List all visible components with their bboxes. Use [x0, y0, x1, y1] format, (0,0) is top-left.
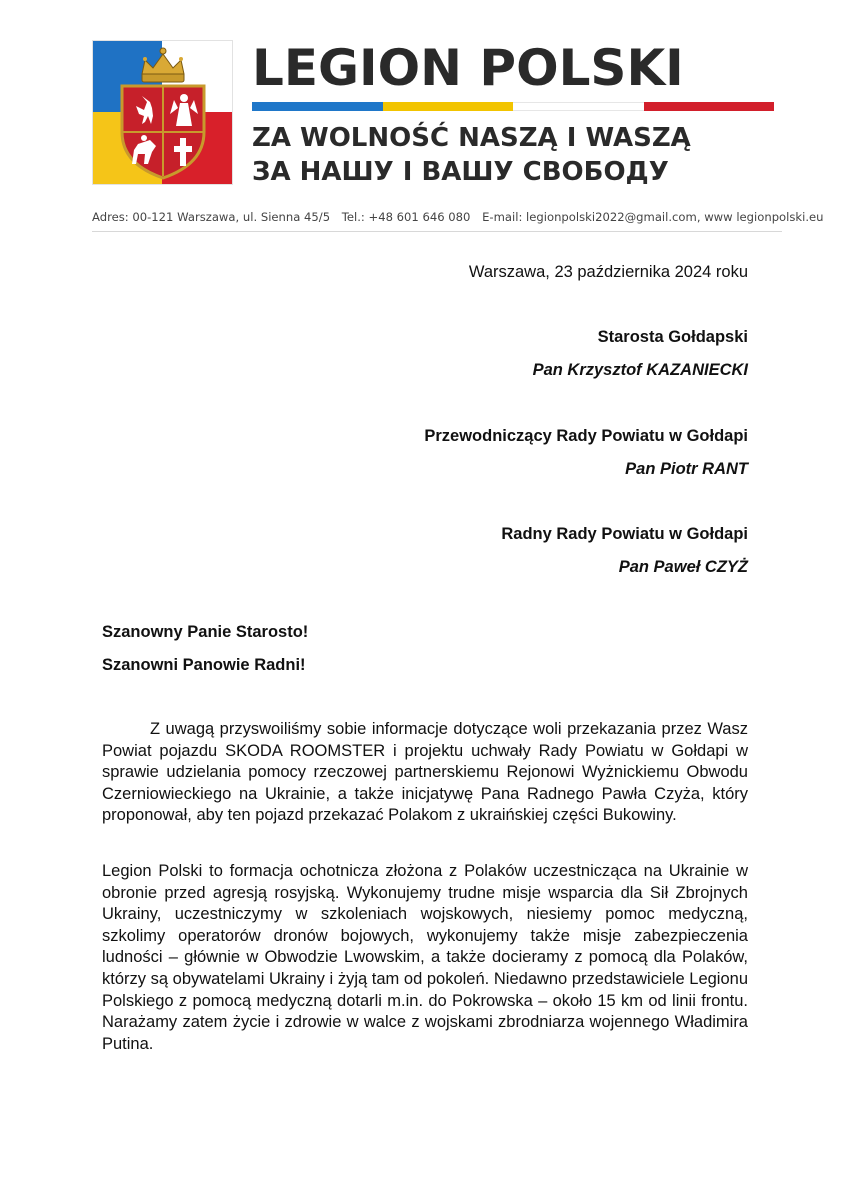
- stripe-white: [513, 102, 644, 111]
- salutation-2: Szanowni Panowie Radni!: [102, 656, 306, 674]
- flag-color-stripes: [252, 102, 774, 111]
- header-divider: [92, 231, 782, 232]
- salutation-1: Szanowny Panie Starosto!: [102, 623, 309, 641]
- legion-polski-logo: [92, 40, 233, 185]
- stripe-red: [644, 102, 775, 111]
- recipient-3-name: Pan Paweł CZYŻ: [618, 558, 748, 576]
- slogan-polish: ZA WOLNOŚĆ NASZĄ I WASZĄ: [252, 123, 691, 153]
- letter-date: Warszawa, 23 października 2024 roku: [468, 263, 748, 281]
- stripe-yellow: [383, 102, 514, 111]
- recipient-1-name: Pan Krzysztof KAZANIECKI: [532, 361, 748, 379]
- body-paragraph-2: Legion Polski to formacja ochotnicza złożona z Polaków uczestnicząca na Ukrainie w obronie przed agresją rosyjską. Wykonujemy trudne misje wsparcia dla Sił Zbrojnych Ukrainy, uczestniczymy w szkoleniach wojskowych, niesiemy pomoc medyczną, szkolimy operatorów dronów bojowych, wykonujemy także misje zabezpieczenia ludności – głównie w Obwodzie Lwowskim, a także docieramy z pomocą dla Polaków, którzy są obywatelami Ukrainy i żyją tam od pokoleń. Niedawno przedstawiciele Legionu Polskiego z pomocą medyczną dotarli m.in. do Pokrowska – około 15 km od linii frontu. Narażamy zatem życie i zdrowie w walce z wojskami zbrodniarza wojennego Władimira Putina.: [102, 862, 748, 1053]
- brand-title: LEGION POLSKI: [252, 39, 684, 97]
- contact-line: [92, 210, 824, 224]
- contact-phone: Tel.: +48 601 646 080: [341, 210, 471, 224]
- recipient-2-name: Pan Piotr RANT: [625, 460, 748, 478]
- contact-email-web: E-mail: legionpolski2022@gmail.com, www legionpolski.eu: [482, 210, 824, 224]
- stripe-blue: [252, 102, 383, 111]
- slogan-ukrainian: ЗА НАШУ І ВАШУ СВОБОДУ: [252, 157, 669, 187]
- body-paragraph-1: Z uwagą przyswoiliśmy sobie informacje dotyczące woli przekazania przez Wasz Powiat pojazdu SKODA ROOMSTER i projektu uchwały Rady Powiatu w Gołdapi w sprawie udzielania pomocy rzeczowej partnerskiemu Rejonowi Wyżnickiemu Obwodu Czerniowieckiego na Ukrainie, a także inicjatywę Pana Radnego Pawła Czyża, który proponował, aby ten pojazd przekazać Polakom z ukraińskiej części Bukowiny.: [102, 720, 748, 825]
- recipient-1-position: Starosta Gołdapski: [597, 328, 748, 346]
- recipient-2-position: Przewodniczący Rady Powiatu w Gołdapi: [424, 427, 748, 445]
- coat-of-arms-emblem-icon: [92, 40, 233, 185]
- contact-address: Adres: 00-121 Warszawa, ul. Sienna 45/5: [92, 210, 331, 224]
- recipient-3-position: Radny Rady Powiatu w Gołdapi: [501, 525, 748, 543]
